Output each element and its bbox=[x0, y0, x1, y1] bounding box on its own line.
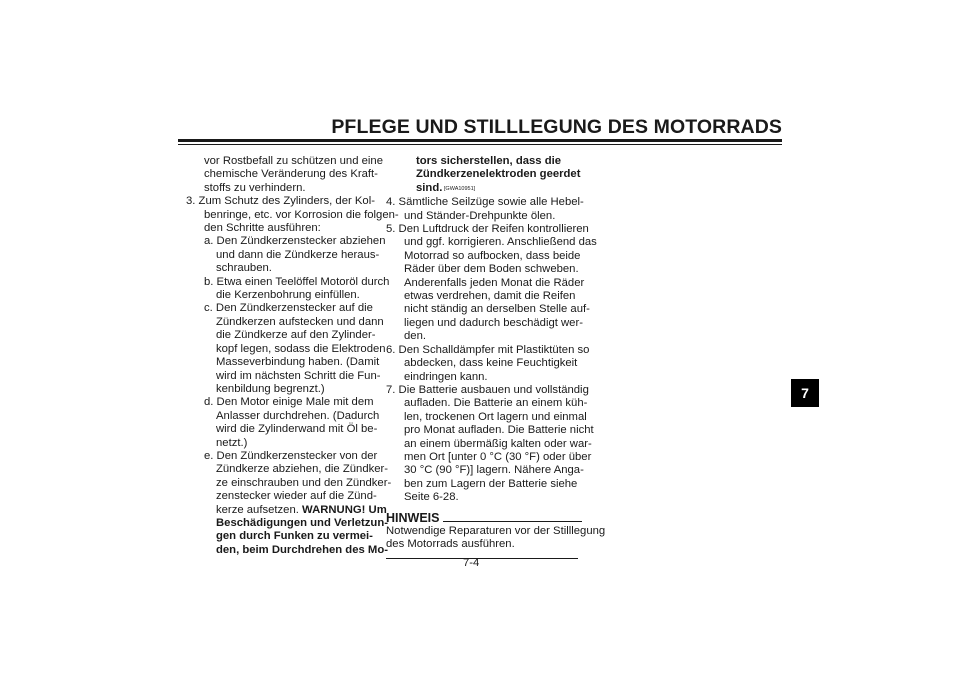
warning-text: tors sicherstellen, dass die bbox=[416, 155, 562, 167]
line-text: kenbildung begrenzt.) bbox=[216, 382, 325, 395]
text-line bbox=[386, 263, 582, 276]
text-line bbox=[386, 464, 582, 477]
line-text: und ggf. korrigieren. Anschließend das bbox=[404, 236, 597, 249]
line-text: etwas verdrehen, damit die Reifen bbox=[404, 290, 576, 303]
line-text: den Schritte ausführen: bbox=[204, 222, 321, 235]
warning-text: WARNUNG! Um bbox=[302, 503, 387, 516]
text-line bbox=[186, 410, 382, 423]
text-line bbox=[386, 424, 594, 437]
text-line bbox=[186, 530, 382, 543]
hinweis-line: des Motorrads ausführen. bbox=[386, 537, 515, 550]
line-text: Räder über dem Boden schweben. bbox=[404, 263, 579, 276]
line-text: Motorrad so aufbocken, dass beide bbox=[404, 249, 581, 262]
text-line bbox=[186, 370, 382, 383]
text-line bbox=[186, 155, 382, 168]
line-text: ze einschrauben und den Zündker- bbox=[216, 476, 392, 489]
line-text: die Kerzenbohrung einfüllen. bbox=[216, 289, 360, 302]
text-line bbox=[386, 357, 582, 370]
text-line bbox=[386, 343, 590, 357]
line-text: zenstecker wieder auf die Zünd- bbox=[216, 490, 377, 503]
text-line bbox=[386, 276, 585, 290]
text-line bbox=[186, 302, 382, 315]
text-column-left bbox=[186, 155, 399, 557]
line-text: ben zum Lagern der Batterie siehe bbox=[404, 477, 578, 490]
text-line bbox=[386, 236, 597, 249]
text-line bbox=[186, 222, 382, 235]
text-line bbox=[186, 383, 382, 396]
text-line bbox=[186, 289, 382, 302]
text-line bbox=[386, 491, 582, 504]
line-text: c. Den Zündkerzenstecker auf die bbox=[204, 302, 373, 315]
text-line bbox=[186, 463, 389, 476]
text-line bbox=[386, 182, 582, 196]
text-line bbox=[186, 262, 382, 275]
text-line bbox=[186, 329, 382, 342]
text-line bbox=[186, 503, 387, 517]
text-line bbox=[186, 316, 382, 329]
line-text: chemische Veränderung des Kraft- bbox=[204, 168, 378, 181]
line-text: netzt.) bbox=[216, 436, 248, 449]
line-text: b. Etwa einen Teelöffel Motoröl durch bbox=[204, 275, 390, 288]
line-text: e. Den Zündkerzenstecker von der bbox=[204, 449, 378, 462]
text-line bbox=[386, 410, 587, 424]
line-text: und Ständer-Drehpunkte ölen. bbox=[404, 209, 556, 222]
line-text: aufladen. Die Batterie an einem küh- bbox=[404, 397, 588, 410]
line-text: Masseverbindung haben. (Damit bbox=[216, 356, 380, 369]
line-text: Zündkerze abziehen, die Zündker- bbox=[216, 463, 389, 476]
line-text: stoffs zu verhindern. bbox=[204, 181, 306, 194]
line-text: Zündkerzen aufstecken und dann bbox=[216, 315, 384, 328]
title-rule-thin bbox=[178, 144, 782, 145]
line-text: nicht ständig an derselben Stelle auf- bbox=[404, 303, 590, 316]
hinweis-rule bbox=[443, 521, 582, 522]
line-text: 6. Den Schalldämpfer mit Plastiktüten so bbox=[386, 343, 590, 356]
hinweis-line: Notwendige Reparaturen vor der Stilllegung bbox=[386, 524, 606, 537]
text-line bbox=[386, 223, 589, 236]
line-text: Anlasser durchdrehen. (Dadurch bbox=[216, 409, 380, 422]
text-line bbox=[186, 490, 382, 503]
text-line bbox=[386, 196, 582, 209]
line-text: abdecken, dass keine Feuchtigkeit bbox=[404, 357, 578, 370]
line-text: liegen und dadurch beschädigt wer- bbox=[404, 316, 583, 329]
warning-text: sind. bbox=[416, 181, 443, 194]
text-line bbox=[386, 290, 582, 303]
line-text: 3. Zum Schutz des Zylinders, der Kol- bbox=[186, 195, 375, 208]
line-text: kopf legen, sodass die Elektroden bbox=[216, 342, 386, 355]
warning-text: den, beim Durchdrehen des Mo- bbox=[216, 543, 388, 556]
text-line bbox=[186, 168, 382, 181]
line-text: und dann die Zündkerze heraus- bbox=[216, 248, 380, 261]
text-line bbox=[186, 208, 399, 222]
text-line bbox=[186, 396, 382, 409]
text-line bbox=[186, 516, 388, 530]
line-text: a. Den Zündkerzenstecker abziehen bbox=[204, 235, 386, 248]
text-line bbox=[186, 423, 382, 436]
text-line bbox=[186, 275, 390, 289]
text-line bbox=[386, 317, 582, 330]
text-line bbox=[186, 342, 386, 356]
line-text: wird die Zylinderwand mit Öl be- bbox=[216, 423, 378, 436]
text-line bbox=[386, 371, 582, 384]
text-line bbox=[386, 155, 582, 168]
line-text: Seite 6-28. bbox=[404, 491, 459, 504]
text-line bbox=[386, 330, 582, 343]
line-text: den. bbox=[404, 330, 426, 343]
line-text: pro Monat aufladen. Die Batterie nicht bbox=[404, 424, 594, 437]
text-line bbox=[186, 543, 388, 557]
line-text: 4. Sämtliche Seilzüge sowie alle Hebel- bbox=[386, 196, 584, 209]
line-text: 30 °C (90 °F)] lagern. Nähere Anga- bbox=[404, 464, 584, 477]
line-text: men Ort [unter 0 °C (30 °F) oder über bbox=[404, 450, 592, 463]
text-line bbox=[386, 210, 582, 223]
warning-text: Beschädigungen und Verletzun- bbox=[216, 516, 388, 529]
warning-text: gen durch Funken zu vermei- bbox=[216, 530, 373, 543]
text-line bbox=[386, 450, 592, 464]
text-line bbox=[186, 437, 382, 450]
chapter-tab: 7 bbox=[791, 379, 819, 407]
warning-code: [GWA10951] bbox=[442, 185, 476, 192]
title-rule-thick bbox=[178, 139, 782, 142]
page-number: 7-4 bbox=[463, 557, 480, 569]
text-line bbox=[386, 168, 582, 181]
text-line bbox=[186, 182, 382, 195]
text-line bbox=[186, 249, 382, 262]
text-line bbox=[386, 383, 589, 397]
line-text: schrauben. bbox=[216, 262, 272, 275]
line-text: vor Rostbefall zu schützen und eine bbox=[204, 155, 383, 167]
page-title: PFLEGE UND STILLLEGUNG DES MOTORRADS bbox=[331, 116, 782, 138]
line-text: an einem übermäßig kalten oder war- bbox=[404, 437, 592, 450]
hinweis-end-rule bbox=[386, 558, 578, 559]
text-line bbox=[186, 235, 386, 248]
line-text: d. Den Motor einige Male mit dem bbox=[204, 396, 374, 409]
hinweis-box bbox=[386, 510, 606, 560]
line-text: eindringen kann. bbox=[404, 370, 488, 383]
line-text: wird im nächsten Schritt die Fun- bbox=[216, 369, 381, 382]
text-line bbox=[386, 397, 588, 410]
text-line bbox=[386, 478, 582, 491]
text-line bbox=[186, 476, 392, 490]
text-line bbox=[386, 303, 590, 316]
text-line bbox=[186, 195, 382, 208]
line-text: Anderenfalls jeden Monat die Räder bbox=[404, 276, 585, 289]
line-text: kerze aufsetzen. bbox=[216, 503, 303, 516]
hinweis-label: HINWEIS bbox=[386, 510, 440, 525]
warning-text: Zündkerzenelektroden geerdet bbox=[416, 168, 581, 181]
line-text: die Zündkerze auf den Zylinder- bbox=[216, 329, 376, 342]
line-text: 7. Die Batterie ausbauen und vollständig bbox=[386, 383, 589, 396]
line-text: 5. Den Luftdruck der Reifen kontrollieren bbox=[386, 223, 589, 236]
text-line bbox=[186, 356, 382, 369]
line-text: len, trockenen Ort lagern und einmal bbox=[404, 410, 587, 423]
line-text: benringe, etc. vor Korrosion die folgen- bbox=[204, 208, 399, 221]
text-column-right bbox=[386, 155, 606, 559]
text-line bbox=[186, 450, 382, 463]
text-line bbox=[386, 437, 592, 451]
text-line bbox=[386, 250, 582, 263]
